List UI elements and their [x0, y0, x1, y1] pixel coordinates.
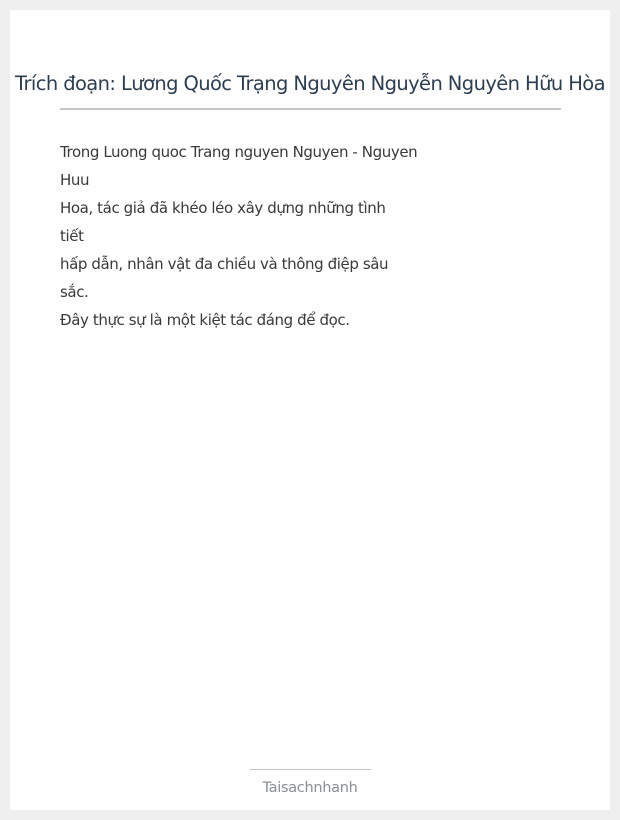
- document-page: [10, 10, 610, 810]
- body-line: Đây thực sự là một kiệt tác đáng để đọc.: [60, 311, 350, 329]
- page-title: Trích đoạn: Lương Quốc Trạng Nguyên Nguyễn Nguyên Hữu Hòa: [15, 72, 605, 95]
- title-divider: [60, 108, 561, 110]
- excerpt-body: [60, 138, 440, 334]
- footer-divider: [250, 769, 371, 770]
- body-line: tiết: [60, 227, 84, 245]
- body-line: Trong Luong quoc Trang nguyen Nguyen - Nguyen: [60, 143, 418, 161]
- footer-source: Taisachnhanh: [262, 780, 358, 796]
- body-line: hấp dẫn, nhân vật đa chiều và thông điệp sâu: [60, 255, 389, 273]
- body-line: sắc.: [60, 283, 89, 301]
- body-line: Huu: [60, 171, 90, 189]
- body-line: Hoa, tác giả đã khéo léo xây dựng những tình: [60, 199, 386, 217]
